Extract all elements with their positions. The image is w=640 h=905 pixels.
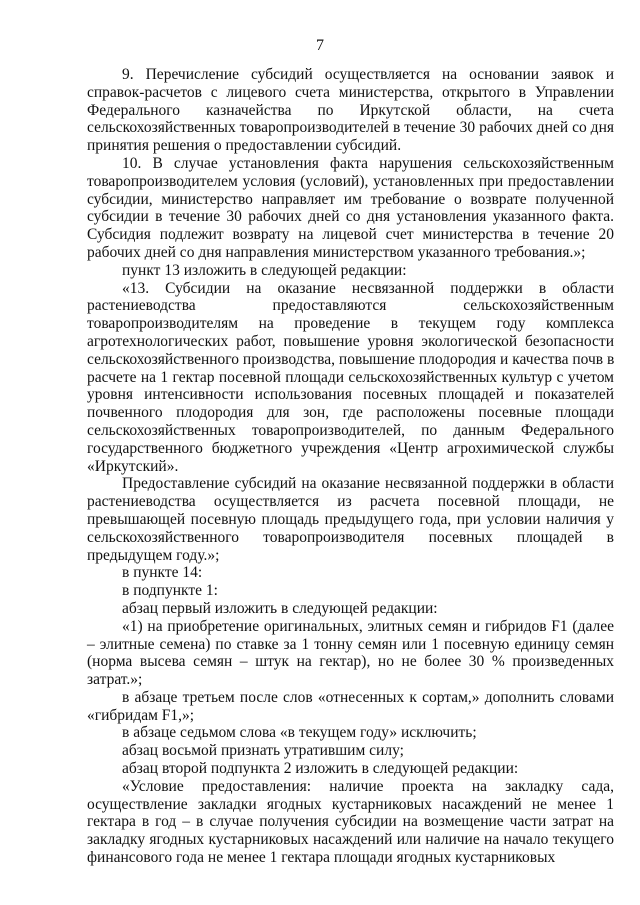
paragraph: [87, 582, 614, 600]
paragraph: [87, 155, 614, 262]
text-line: сельскохозяйственных товаропроизводителей в течение 30 рабочих дней со дня: [87, 119, 614, 137]
text-line: 10. В случае установления факта нарушения сельскохозяйственным: [122, 154, 614, 172]
text-line: «Условие предоставления: наличие проекта на закладку сада,: [122, 777, 614, 795]
text-line: предыдущем году.»;: [87, 546, 220, 564]
paragraph: [87, 475, 614, 564]
text-line: абзац второй подпункта 2 изложить в следующей редакции:: [122, 760, 519, 778]
paragraph: [87, 262, 614, 280]
page-number: 7: [316, 37, 324, 54]
text-line: закладку ягодных кустарниковых насаждений или наличие на начало текущего: [87, 831, 614, 849]
text-line: абзац восьмой признать утратившим силу;: [122, 742, 404, 760]
text-line: гектара в год – в случае получения субсидии на возмещение части затрат на: [87, 813, 614, 831]
paragraph: [87, 564, 614, 582]
text-line: уровня интенсивности использования посевных площадей и показателей: [87, 386, 614, 404]
text-line: товаропроизводителям на проведение в текущем году комплекса: [87, 315, 614, 333]
text-line: расчете на 1 гектар посевной площади сельскохозяйственных культур с учетом: [87, 368, 614, 386]
paragraph: [87, 618, 614, 689]
paragraph: [87, 742, 614, 760]
text-line: субсидии в течение 30 рабочих дней со дня установления указанного факта.: [87, 208, 614, 226]
text-line: (норма высева семян – штук на гектар), но не более 30 % произведенных: [87, 653, 614, 671]
text-line: сельскохозяйственного производства, повышение плодородия и качества почв в: [87, 350, 615, 368]
text-line: Субсидия подлежит возврату на лицевой счет министерства в течение 20: [87, 226, 614, 244]
text-line: осуществление закладки ягодных кустарниковых насаждений не менее 1: [87, 795, 614, 813]
paragraph: [87, 778, 614, 867]
text-line: товаропроизводителем условия (условий), установленных при предоставлении: [87, 172, 614, 190]
text-line: «1) на приобретение оригинальных, элитных семян и гибридов F1 (далее: [122, 617, 614, 635]
text-line: в подпункте 1:: [122, 582, 218, 600]
text-line: абзац первый изложить в следующей редакции:: [122, 599, 438, 617]
text-line: почвенного плодородия для зон, где расположены посевные площади: [87, 404, 614, 422]
text-line: сельскохозяйственных товаропроизводителей, по данным Федерального: [87, 421, 614, 439]
text-line: «13. Субсидии на оказание несвязанной поддержки в области: [122, 279, 614, 297]
text-line: принятия решения о предоставлении субсидий.: [87, 137, 402, 155]
paragraph: [87, 66, 614, 155]
document-body: [87, 66, 614, 867]
text-line: превышающей посевную площадь предыдущего года, при условии наличия у: [87, 510, 614, 528]
paragraph: [87, 600, 614, 618]
text-line: растениеводства осуществляется из расчета посевной площади, не: [87, 493, 614, 511]
text-line: – элитные семена) по ставке за 1 тонну семян или 1 посевную единицу семян: [87, 635, 614, 653]
text-line: Предоставление субсидий на оказание несвязанной поддержки в области: [122, 475, 614, 493]
text-line: сельскохозяйственного товаропроизводителя посевных площадей в: [87, 528, 614, 546]
paragraph: [87, 760, 614, 778]
text-line: в абзаце седьмом слова «в текущем году» исключить;: [122, 724, 477, 742]
text-line: в абзаце третьем после слов «отнесенных к сортам,» дополнить словами: [122, 688, 614, 706]
text-line: «Иркутский».: [87, 457, 179, 475]
text-line: «гибридам F1,»;: [87, 706, 195, 724]
text-line: финансового года не менее 1 гектара площади ягодных кустарниковых: [87, 849, 556, 867]
text-line: затрат.»;: [87, 671, 143, 689]
paragraph: [87, 724, 614, 742]
text-line: Федерального казначейства по Иркутской области, на счета: [87, 101, 614, 119]
text-line: в пункте 14:: [122, 564, 203, 582]
text-line: справок-расчетов с лицевого счета министерства, открытого в Управлении: [87, 83, 614, 101]
paragraph: [87, 689, 614, 725]
text-line: рабочих дней со дня направления министерством указанного требования.»;: [87, 243, 586, 261]
text-line: пункт 13 изложить в следующей редакции:: [122, 261, 407, 279]
text-line: 9. Перечисление субсидий осуществляется на основании заявок и: [122, 66, 614, 83]
paragraph: [87, 280, 614, 476]
text-line: субсидии, министерство направляет им требование о возврате полученной: [87, 190, 614, 208]
text-line: агротехнологических работ, повышение уровня экологической безопасности: [87, 332, 614, 350]
text-line: растениеводства предоставляются сельскохозяйственным: [87, 297, 614, 315]
text-line: государственного бюджетного учреждения «Центр агрохимической службы: [87, 439, 614, 457]
